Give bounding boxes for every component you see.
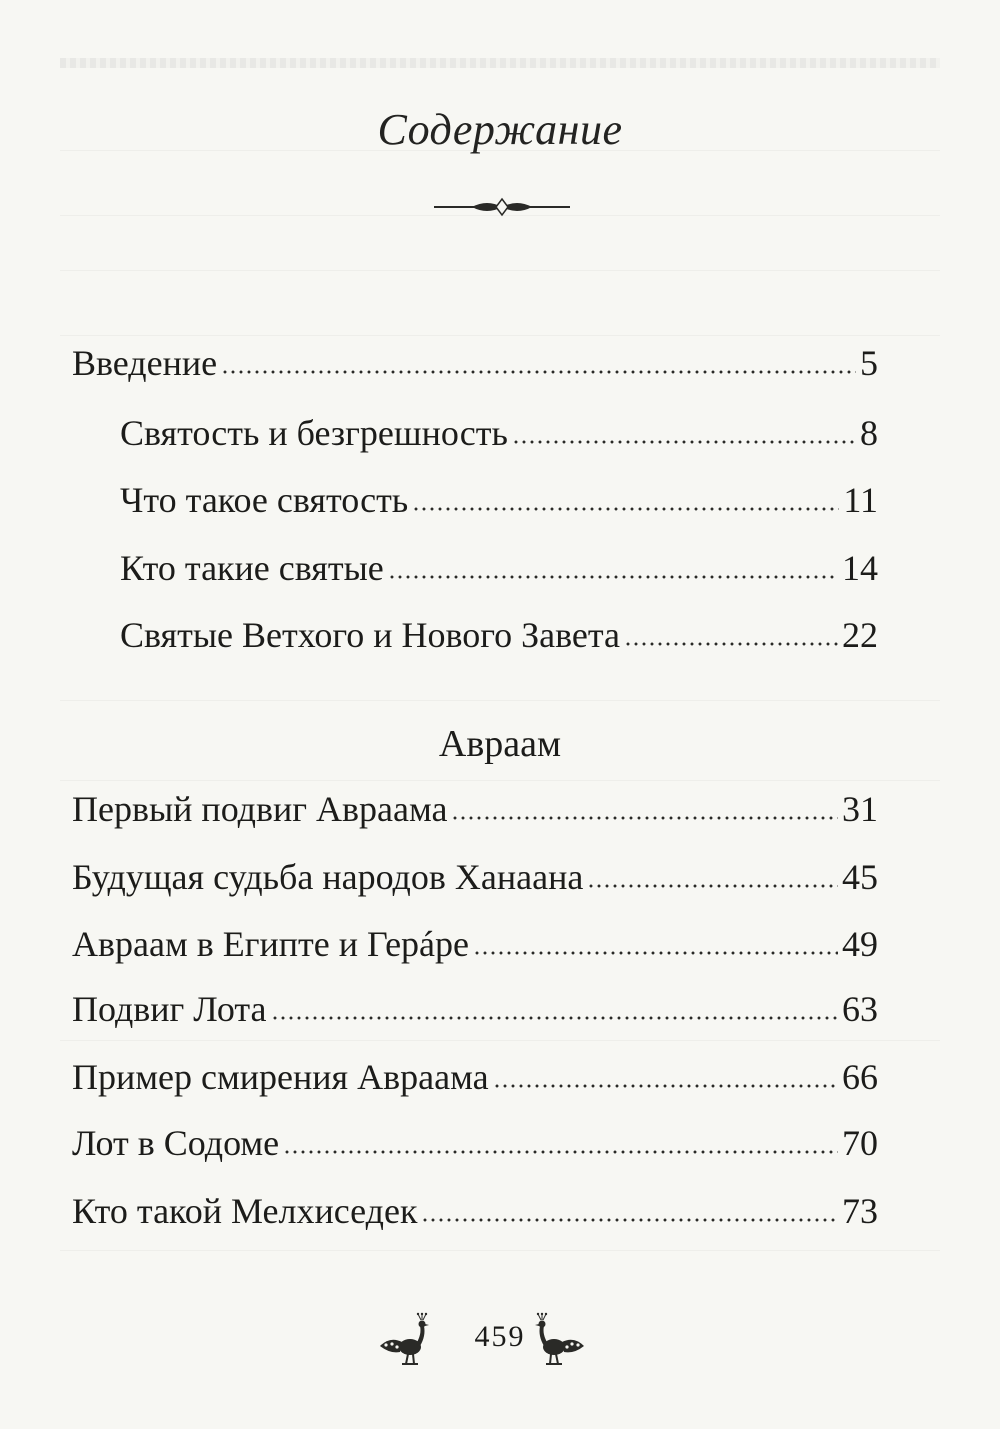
dot-leader xyxy=(512,439,856,445)
dot-leader xyxy=(493,1083,838,1089)
bleed-line xyxy=(60,780,940,781)
toc-entry-label: Святые Ветхого и Нового Завета xyxy=(120,615,621,655)
toc-entry-page: 22 xyxy=(842,615,878,655)
toc-entry-page: 5 xyxy=(860,343,878,383)
page-number: 459 xyxy=(474,1320,526,1353)
toc-entry[interactable] xyxy=(72,1056,878,1098)
toc-entry[interactable] xyxy=(72,1190,878,1232)
toc-entry[interactable] xyxy=(120,547,878,589)
dot-leader xyxy=(271,1015,838,1021)
toc-entry[interactable] xyxy=(72,923,878,965)
section-heading: Авраам xyxy=(438,723,562,765)
dot-leader xyxy=(473,950,838,956)
toc-entry-page: 8 xyxy=(860,413,878,453)
toc-entry-label: Будущая судьба народов Ханаана xyxy=(72,857,584,897)
bleed-line xyxy=(60,1040,940,1041)
toc-entry[interactable] xyxy=(120,412,878,454)
toc-entry[interactable] xyxy=(72,988,878,1030)
top-decorative-rule xyxy=(60,58,940,68)
toc-entry[interactable] xyxy=(72,856,878,898)
diamond-flourish-icon xyxy=(432,196,572,218)
toc-entry[interactable] xyxy=(72,1122,878,1164)
toc-entry-label: Кто такой Мелхиседек xyxy=(72,1191,418,1231)
toc-entry-page: 73 xyxy=(842,1191,878,1231)
dot-leader xyxy=(412,506,839,512)
dot-leader xyxy=(624,641,838,647)
toc-entry-label: Лот в Содоме xyxy=(72,1123,280,1163)
toc-entry[interactable] xyxy=(72,788,878,830)
toc-entry-label: Подвиг Лота xyxy=(72,989,267,1029)
page-footer xyxy=(0,1312,1000,1372)
toc-entry-label: Пример смирения Авраама xyxy=(72,1057,489,1097)
dot-leader xyxy=(221,369,856,375)
dot-leader xyxy=(451,815,838,821)
dot-leader xyxy=(587,883,838,889)
toc-entry-page: 11 xyxy=(843,480,878,520)
toc-entry-page: 14 xyxy=(842,548,878,588)
bleed-line xyxy=(60,1250,940,1251)
dot-leader xyxy=(421,1217,838,1223)
toc-entry-page: 70 xyxy=(842,1123,878,1163)
bleed-line xyxy=(60,335,940,336)
toc-entry-page: 63 xyxy=(842,989,878,1029)
peacock-icon xyxy=(376,1312,432,1368)
toc-entry-label: Введение xyxy=(72,343,218,383)
toc-entry-page: 49 xyxy=(842,924,878,964)
toc-entry[interactable] xyxy=(120,479,878,521)
toc-entry[interactable] xyxy=(72,342,878,384)
toc-entry-page: 66 xyxy=(842,1057,878,1097)
toc-entry-page: 31 xyxy=(842,789,878,829)
toc-entry-label: Что такое святость xyxy=(120,480,409,520)
bleed-line xyxy=(60,700,940,701)
peacock-icon xyxy=(532,1312,588,1368)
toc-entry-label: Авраам в Египте и Герáре xyxy=(72,924,470,964)
dot-leader xyxy=(388,574,838,580)
toc-entry-label: Святость и безгрешность xyxy=(120,413,508,453)
toc-entry-label: Первый подвиг Авраама xyxy=(72,789,448,829)
bleed-line xyxy=(60,270,940,271)
toc-entry-page: 45 xyxy=(842,857,878,897)
page-title: Содержание xyxy=(377,105,623,154)
toc-entry[interactable] xyxy=(120,614,878,656)
toc-entry-label: Кто такие святые xyxy=(120,548,384,588)
dot-leader xyxy=(283,1149,838,1155)
